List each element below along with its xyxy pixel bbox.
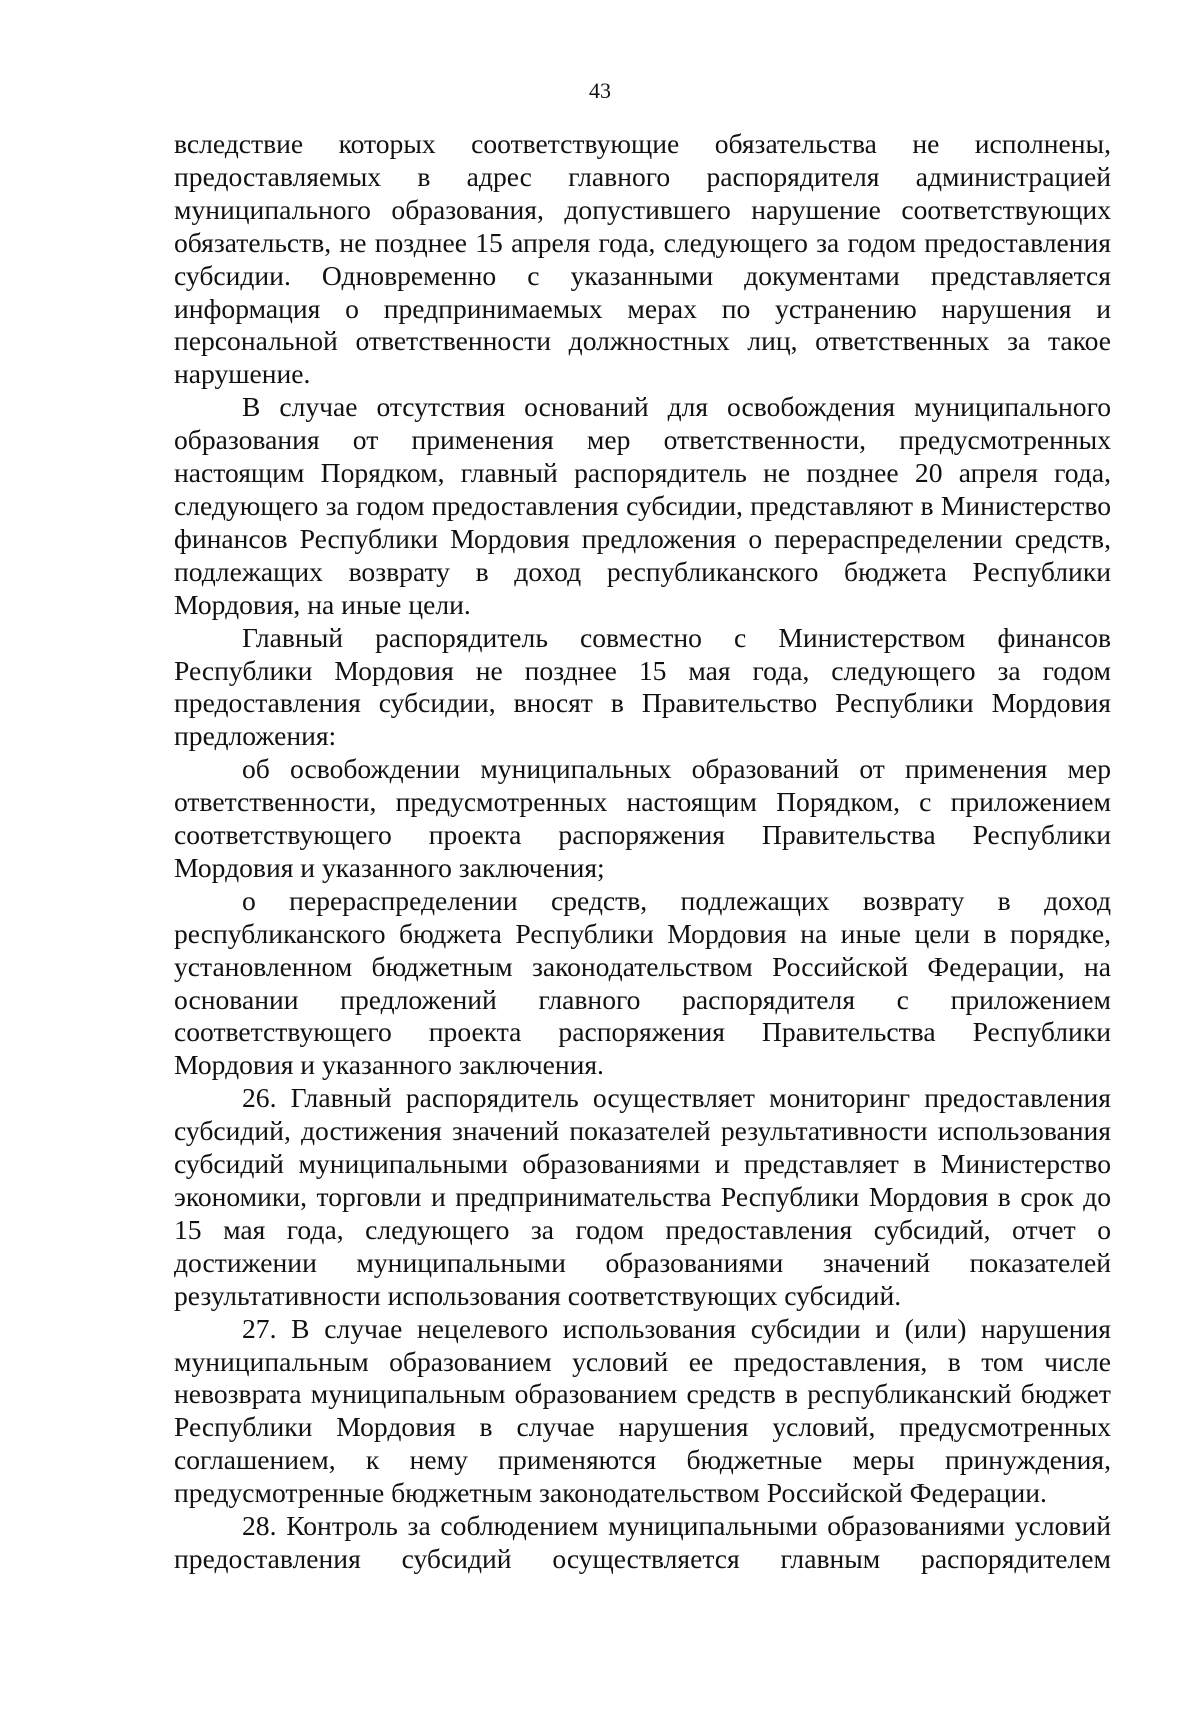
paragraph-item-26: 26. Главный распорядитель осуществляет мониторинг предоставления субсидий, достижения значений показателей результативности использования субсидий муниципальными образованиями и представляет в Министерство экономики, торговли и предпринимательства Республики Мордовия в срок до 15 мая года, следующего за годом предоставления субсидий, отчет о достижении муниципальными образованиями значений показателей результативности использования соответствующих субсидий.: [174, 1082, 1111, 1311]
document-body: [174, 128, 1111, 1576]
paragraph-3: Главный распорядитель совместно с Министерством финансов Республики Мордовия не позднее 15 мая года, следующего за годом предоставления субсидии, вносят в Правительство Республики Мордовия предложения:: [174, 621, 1111, 752]
page-number: 43: [589, 78, 611, 103]
paragraph-2: В случае отсутствия оснований для освобождения муниципального образования от применения мер ответственности, предусмотренных настоящим Порядком, главный распорядитель не позднее 20 апреля года, следующего за годом предоставления субсидии, представляют в Министерство финансов Республики Мордовия предложения о перераспределении средств, подлежащих возврату в доход республиканского бюджета Республики Мордовия, на иные цели.: [174, 391, 1111, 620]
paragraph-5: о перераспределении средств, подлежащих возврату в доход республиканского бюджета Республики Мордовия на иные цели в порядке, установленном бюджетным законодательством Российской Федерации, на основании предложений главного распорядителя с приложением соответствующего проекта распоряжения Правительства Республики Мордовия и указанного заключения.: [174, 884, 1111, 1081]
paragraph-4: об освобождении муниципальных образований от применения мер ответственности, предусмотренных настоящим Порядком, с приложением соответствующего проекта распоряжения Правительства Республики Мордовия и указанного заключения;: [174, 753, 1111, 883]
paragraph-item-27: 27. В случае нецелевого использования субсидии и (или) нарушения муниципальным образованием условий ее предоставления, в том числе невозврата муниципальным образованием средств в республиканский бюджет Республики Мордовия в случае нарушения условий, предусмотренных соглашением, к нему применяются бюджетные меры принуждения, предусмотренные бюджетным законодательством Российской Федерации.: [174, 1312, 1111, 1509]
paragraph-1: вследствие которых соответствующие обязательства не исполнены, предоставляемых в адрес главного распорядителя администрацией муниципального образования, допустившего нарушение соответствующих обязательств, не позднее 15 апреля года, следующего за годом предоставления субсидии. Одновременно с указанными документами представляется информация о предпринимаемых мерах по устранению нарушения и персональной ответственности должностных лиц, ответственных за такое нарушение.: [174, 128, 1111, 390]
paragraph-item-28: 28. Контроль за соблюдением муниципальными образованиями условий предоставления субсидий осуществляется главным распорядителем: [174, 1510, 1111, 1574]
